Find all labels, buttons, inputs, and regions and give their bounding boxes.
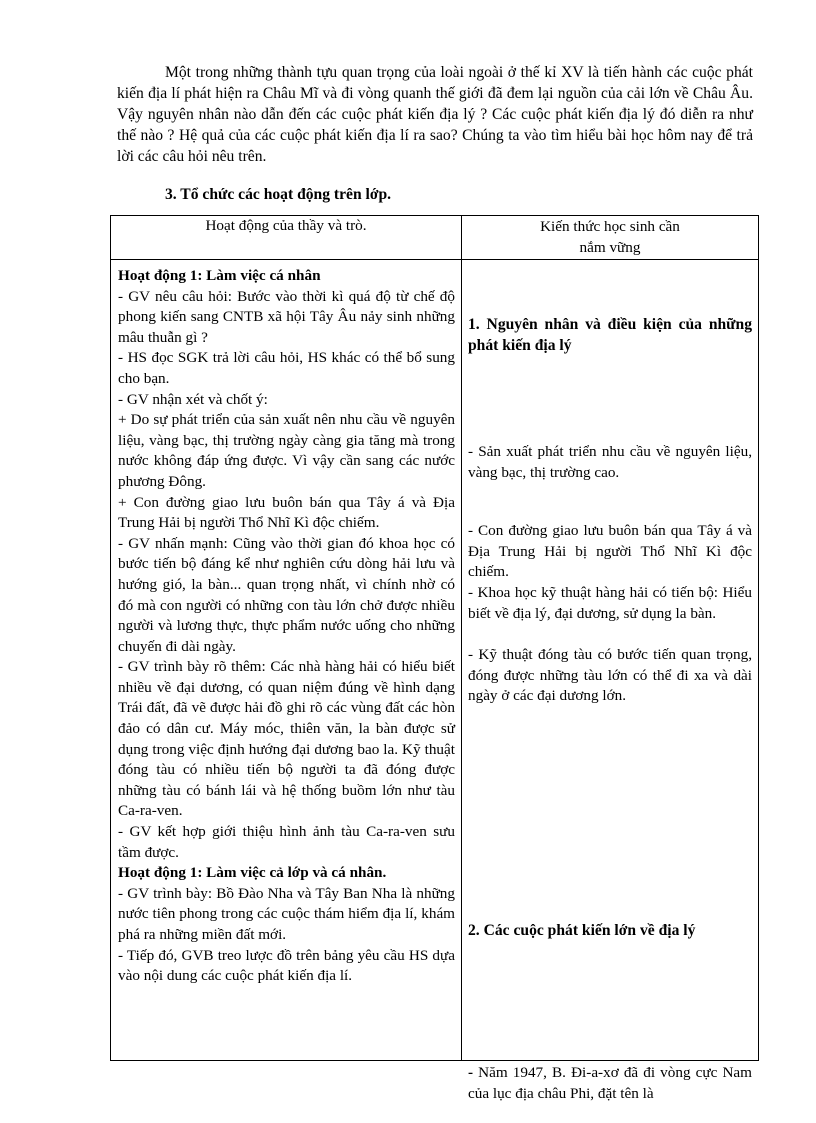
header-knowledge: [462, 216, 759, 260]
activity-line: - Tiếp đó, GVB treo lược đồ trên bảng yêu cầu HS dựa vào nội dung các cuộc phát kiến địa lí.: [118, 946, 455, 985]
item-dash: -: [468, 1064, 474, 1081]
knowledge-heading-1: 1. Nguyên nhân và điều kiện của những phát kiến địa lý: [468, 316, 752, 354]
activity-line: - GV nhận xét và chốt ý:: [118, 390, 268, 408]
activities-cell: [111, 260, 462, 1061]
activity-line: - GV nêu câu hỏi: Bước vào thời kì quá độ từ chế độ phong kiến sang CNTB xã hội Tây Âu nảy sinh những mâu thuẫn gì ?: [118, 287, 455, 346]
activity-line: Hoạt động 1: Làm việc cả lớp và cá nhân.: [118, 864, 387, 882]
activity-line: - HS đọc SGK trả lời câu hỏi, HS khác có thể bổ sung cho bạn.: [118, 349, 455, 387]
knowledge-item: - Con đường giao lưu buôn bán qua Tây á và Địa Trung Hải bị người Thổ Nhĩ Kì độc chiếm.: [468, 522, 752, 581]
activity-line: - GV trình bày rõ thêm: Các nhà hàng hải có hiểu biết nhiều về đại dương, có quan niệm đúng về hình dạng Trái đất, đã vẽ được hải đồ ghi rõ các vùng đất các hòn đảo có dân cư. Máy móc, thiên văn, la bàn được sử dụng trong việc định hướng đại dương bao la. Kỹ thuật đóng tàu có nhiều tiến bộ người ta đã đóng được những tàu có bánh lái và hệ thống buồm lớn như tàu Ca-ra-ven.: [118, 658, 455, 820]
item-text: Năm 1947, B. Đi-a-xơ đã đi vòng cực Nam của lục địa châu Phi, đặt tên là: [468, 1064, 752, 1102]
knowledge-heading-2: 2. Các cuộc phát kiến lớn về địa lý: [468, 922, 696, 939]
section-heading: 3. Tổ chức các hoạt động trên lớp.: [165, 186, 392, 203]
header-activities: [111, 216, 462, 260]
activities-content: [111, 260, 461, 987]
knowledge-item: [468, 1063, 752, 1104]
lesson-table: [110, 215, 759, 1102]
knowledge-item: - Kỹ thuật đóng tàu có bước tiến quan trọng, đóng được những tàu lớn có thể đi xa và dài ngày ở các đại dương lớn.: [468, 646, 752, 705]
knowledge-content: [462, 260, 758, 1102]
activity-line: + Con đường giao lưu buôn bán qua Tây á và Địa Trung Hải bị người Thổ Nhĩ Kì độc chiếm.: [118, 493, 455, 532]
activity-line: - GV kết hợp giới thiệu hình ảnh tàu Ca-ra-ven sưu tầm được.: [118, 823, 455, 861]
activity-line: Hoạt động 1: Làm việc cá nhân: [118, 267, 321, 284]
activity-line: - GV trình bày: Bồ Đào Nha và Tây Ban Nha là những nước tiên phong trong các cuộc thám hiểm địa lí, khám phá ra những miền đất mới.: [118, 884, 455, 943]
activity-line: + Do sự phát triển của sản xuất nên nhu cầu về nguyên liệu, vàng bạc, thị trường ngày càng gia tăng mà trong nước không đáp ứng được. Vì vậy cần sang các nước phương Đông.: [118, 411, 455, 490]
knowledge-item: - Khoa học kỹ thuật hàng hải có tiến bộ: Hiểu biết về địa lý, đại dương, sử dụng la bàn.: [468, 584, 752, 622]
knowledge-cell: [462, 260, 759, 1102]
intro-paragraph: Một trong những thành tựu quan trọng của loài ngoài ở thế kỉ XV là tiến hành các cuộc phát kiến địa lí phát hiện ra Châu Mĩ và đi vòng quanh thế giới đã đem lại nguồn của cải lớn về Châu Âu. Vậy nguyên nhân nào dẫn đến các cuộc phát kiến địa lý ? Các cuộc phát kiến địa lý đó diễn ra như thế nào ? Hệ quả của các cuộc phát kiến địa lí ra sao? Chúng ta vào tìm hiểu bài học hôm nay để trả lời các câu hỏi nêu trên.: [117, 64, 753, 165]
activity-line: - GV nhấn mạnh: Cũng vào thời gian đó khoa học có bước tiến bộ đáng kể như nghiên cứu dòng hải lưu và hướng gió, la bàn... quan trọng nhất, vì chính nhờ có đó mà con người có những con tàu lớn chở được nhiều người và lương thực, thực phẩm nước uống cho những chuyến đi dài ngày.: [118, 534, 455, 655]
knowledge-item: - Sản xuất phát triển nhu cầu về nguyên liệu, vàng bạc, thị trường cao.: [468, 443, 752, 481]
header-activities-label: Hoạt động của thầy và trò.: [205, 217, 367, 234]
header-knowledge-label: Kiến thức học sinh cần nắm vững: [540, 218, 680, 256]
